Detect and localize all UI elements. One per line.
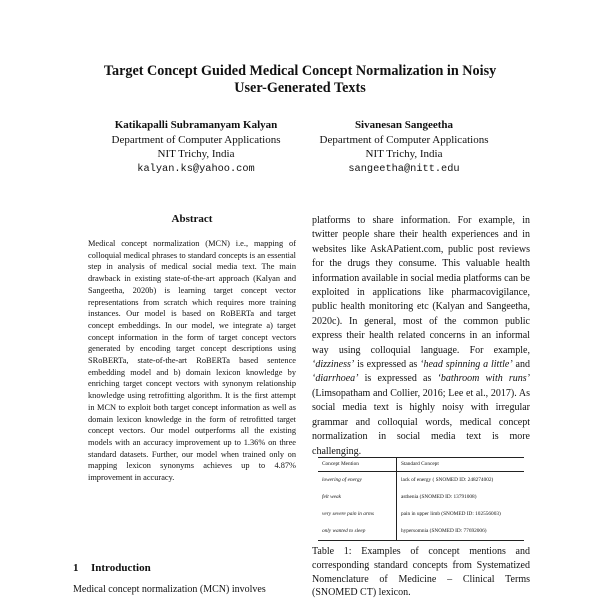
author-email: kalyan.ks@yahoo.com	[137, 162, 255, 175]
table-row	[318, 506, 524, 523]
example-term: ‘dizziness’	[312, 359, 355, 371]
title-line-1: Target Concept Guided Medical Concept Normalization in Noisy	[103, 63, 497, 79]
table-caption: Table 1: Examples of concept mentions and corresponding standard concepts from Systematized Nomenclature of Medicine – Clinical Terms (SNOMED CT) lexicon.	[312, 546, 530, 599]
title-line-2: User-Generated Texts	[234, 80, 366, 96]
concept-table	[318, 457, 524, 541]
author-block-2	[300, 118, 508, 176]
example-term: ‘bathroom with runs’	[437, 373, 530, 385]
author-block-1	[92, 118, 300, 176]
section-title: Introduction	[91, 562, 151, 574]
example-term: ‘diarrhoea’	[312, 373, 359, 385]
section-number: 1	[73, 562, 79, 574]
author-department: Department of Computer Applications	[111, 133, 281, 146]
text-segment: platforms to share information. For example, in twitter people share their health experiences and in websites like AskAPatient.com, public post reviews for the drugs they consume. This valuable health information available in social media platforms can be exploited in applications like pharmacovigilance, public health monitoring etc (Kalyan and Sangeetha, 2020c). In general, most of the common public express their health related concerns in an informal way using colloquial language. For example,	[312, 215, 530, 356]
table-cell-mention: very severe pain in arms	[318, 506, 397, 523]
text-segment: (Limsopatham and Collier, 2016; Lee et al., 2017). As social media text is highly noisy with irregular grammar and colloquial words, medical concept normalization in social media text is more challenging.	[312, 387, 530, 457]
author-department: Department of Computer Applications	[319, 133, 489, 146]
example-term: ‘head spinning a little’	[420, 359, 513, 371]
author-name: Katikapalli Subramanyam Kalyan	[114, 119, 278, 131]
section-heading	[73, 562, 301, 574]
table-cell-concept: asthenia (SNOMED ID: 13791008)	[401, 494, 477, 500]
table-cell-mention: lowering of energy	[318, 472, 397, 490]
paper-title	[60, 63, 540, 97]
table-cell-concept: pain in upper limb (SNOMED ID: 102556003)	[401, 511, 501, 517]
table-cell-mention: felt weak	[318, 489, 397, 506]
table-header-row	[318, 458, 524, 472]
intro-first-line: Medical concept normalization (MCN) involves	[73, 584, 266, 595]
text-segment: is expressed as	[354, 359, 421, 371]
table-cell-mention: only wanted to sleep	[318, 523, 397, 541]
author-name: Sivanesan Sangeetha	[354, 119, 454, 131]
column2-paragraph	[312, 214, 530, 459]
table-row	[318, 523, 524, 541]
table-cell-concept: hypersomnia (SNOMED ID: 77692006)	[397, 523, 525, 541]
table-header-cell: Standard Concept	[397, 458, 525, 472]
text-segment: and	[512, 359, 530, 371]
abstract-text: Medical concept normalization (MCN) i.e., mapping of colloquial medical phrases to standard concepts is an essential step in analysis of medical social media text. The main drawback in existing state-of-the-art approach (Kalyan and Sangeetha, 2020b) is learning target concept vector representations from scratch which requires more training instances. Our model is based on RoBERTa and target concept embeddings. In our model, we integrate a) target concept information in the form of target concept vectors generated by encoding target concept descriptions using SRoBERTa, state-of-the-art RoBERTa based sentence embedding model and b) domain lexicon knowledge by enriching target concept vectors with synonym relationship knowledge using retrofitting algorithm. It is the first attempt in MCN to exploit both target concept information as well as domain lexicon knowledge in the form of retrofitted target concept vectors. Our model outperforms all the existing models with an accuracy improvement up to 1.36% on three standard datasets. Further, our model when trained only on mapping lexicon synonyms achieves up to 4.87% improvement in accuracy.	[88, 239, 296, 483]
author-email: sangeetha@nitt.edu	[348, 162, 460, 175]
author-institution: NIT Trichy, India	[365, 148, 443, 160]
text-segment: is expressed as	[358, 373, 438, 385]
table-row	[318, 489, 524, 506]
table-row	[318, 472, 524, 490]
abstract-heading: Abstract	[171, 213, 213, 225]
author-institution: NIT Trichy, India	[157, 148, 235, 160]
table-cell-concept: lack of energy ( SNOMED ID: 248274002)	[401, 477, 494, 483]
table-header-cell: Concept Mention	[318, 458, 397, 472]
